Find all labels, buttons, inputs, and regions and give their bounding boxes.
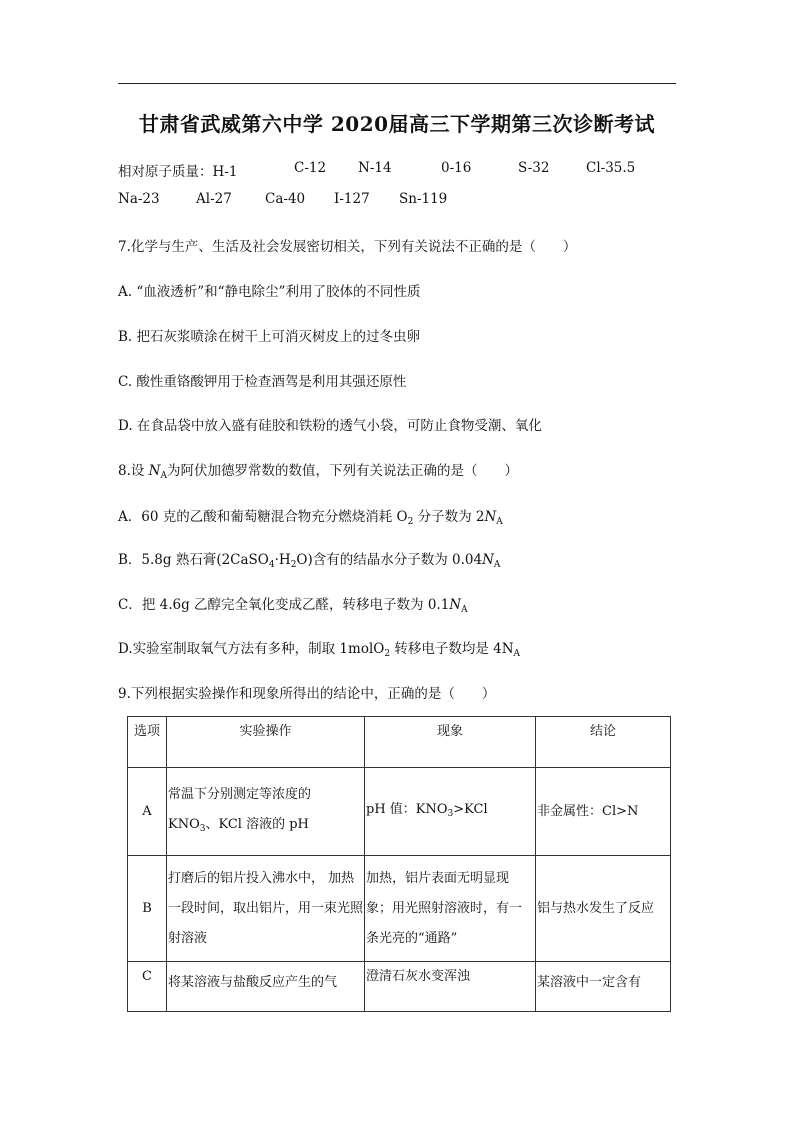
q9-table	[127, 716, 671, 1012]
q7-option-c: C. 酸性重铬酸钾用于检查酒驾是利用其强还原性	[118, 374, 407, 390]
table-header-row	[128, 717, 671, 768]
row-conclusion: 非金属性：Cl>N	[536, 768, 671, 856]
header-rule	[118, 83, 676, 84]
row-operation: 将某溶液与盐酸反应产生的气	[167, 962, 365, 1012]
q9-stem: 9.下列根据实验操作和现象所得出的结论中，正确的是（ ）	[118, 686, 496, 702]
row-phenomenon: pH 值：$KNO_3>KCl$	[365, 768, 536, 856]
atomic-mass-item: 0-16	[441, 160, 472, 176]
atomic-mass-item: Cl-35.5	[586, 160, 636, 176]
header-conclusion: 结论	[536, 717, 671, 768]
q8-option-d: D.实验室制取氧气方法有多种，制取 1molO$_2$ 转移电子数均是 $4N_A$	[118, 641, 521, 659]
atomic-mass-item: Ca-40	[265, 191, 306, 207]
q7-option-a: A. “血液透析”和“静电除尘”利用了胶体的不同性质	[118, 284, 421, 300]
row-operation: 打磨后的铝片投入沸水中， 加热一段时间，取出铝片，用一束光照射溶液	[167, 856, 365, 962]
atomic-mass-item: N-14	[358, 160, 392, 176]
atomic-mass-row-1	[118, 160, 678, 180]
table-row	[128, 962, 671, 1012]
header-option: 选项	[128, 717, 167, 768]
atomic-mass-label: 相对原子质量：H-1	[118, 164, 238, 180]
atomic-mass-row-2	[118, 191, 678, 211]
row-conclusion: 铝与热水发生了反应	[536, 856, 671, 962]
row-phenomenon: 加热，铝片表面无明显现象；用光照射溶液时，有一条光亮的“通路”	[365, 856, 536, 962]
atomic-mass-item: C-12	[294, 160, 327, 176]
row-phenomenon: 澄清石灰水变浑浊	[365, 962, 536, 1012]
header-phenomenon: 现象	[365, 717, 536, 768]
q8-option-b: B．5.8g 熟石膏$(2CaSO_4\cdot H_2O)$含有的结晶水分子数为 $0.04N_A$	[118, 552, 501, 570]
row-option: B	[128, 856, 167, 962]
avogadro-symbol: N	[148, 463, 161, 479]
atomic-mass-item: Na-23	[118, 191, 160, 207]
table-row	[128, 856, 671, 962]
header-operation: 实验操作	[167, 717, 365, 768]
row-option: C	[128, 962, 167, 1012]
atomic-mass-item: Sn-119	[399, 191, 448, 207]
row-operation: 常温下分别测定等浓度的 $KNO_3$、KCl 溶液的 pH	[167, 768, 365, 856]
table-row	[128, 768, 671, 856]
q8-option-c: C．把 4.6g 乙醇完全氧化变成乙醛，转移电子数为 $0.1N_A$	[118, 597, 468, 615]
q8-stem: 8.设 $N_A$为阿伏加德罗常数的数值，下列有关说法正确的是（ ）	[118, 463, 518, 481]
atomic-mass-item: Al-27	[196, 191, 232, 207]
row-option: A	[128, 768, 167, 856]
q7-stem: 7.化学与生产、生活及社会发展密切相关，下列有关说法不正确的是（ ）	[118, 239, 577, 255]
q7-option-d: D. 在食品袋中放入盛有硅胶和铁粉的透气小袋，可防止食物受潮、氧化	[118, 418, 542, 434]
page-title: 甘肃省武威第六中学 2020届高三下学期第三次诊断考试	[138, 112, 656, 136]
atomic-mass-item: I-127	[334, 191, 370, 207]
q7-option-b: B. 把石灰浆喷涂在树干上可消灭树皮上的过冬虫卵	[118, 329, 421, 345]
row-conclusion: 某溶液中一定含有	[536, 962, 671, 1012]
q8-option-a: A．60 克的乙酸和葡萄糖混合物充分燃烧消耗 $O_2$ 分子数为 $2N_A$	[118, 509, 503, 527]
atomic-mass-item: S-32	[518, 160, 550, 176]
